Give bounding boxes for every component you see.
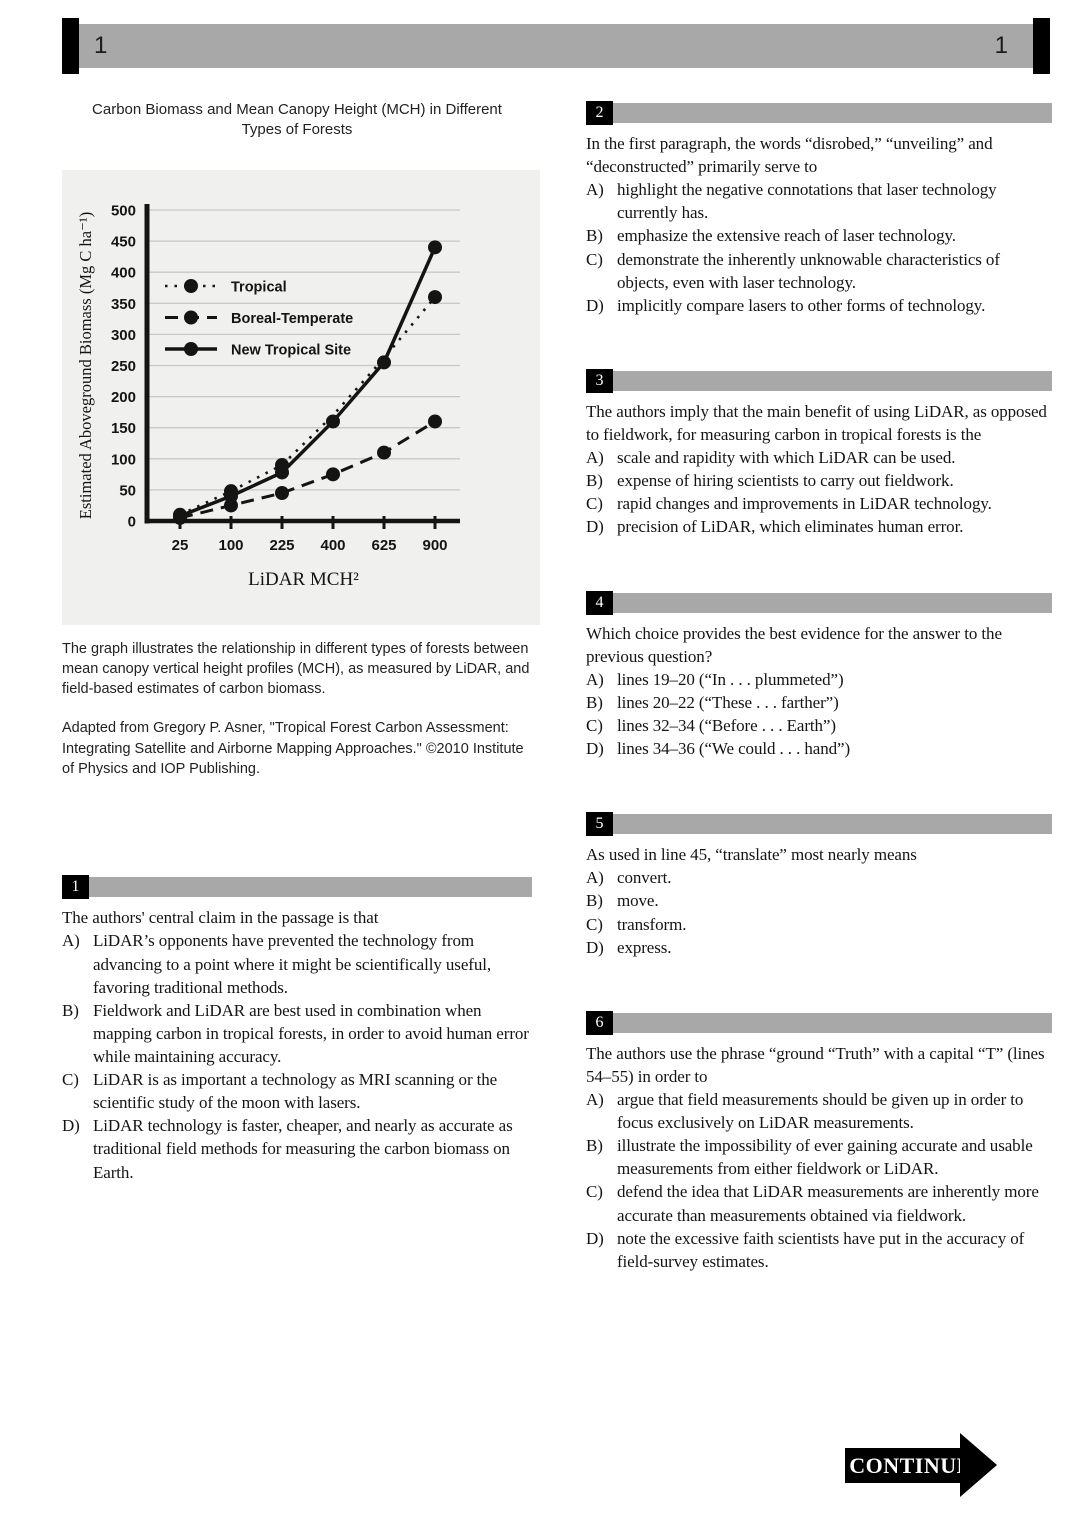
biomass-mch-chart xyxy=(62,170,540,625)
question-stem: In the first paragraph, the words “disrobed,” “unveiling” and “deconstructed” primarily serve to xyxy=(586,134,993,177)
answer-option-a[interactable] xyxy=(586,1088,1052,1134)
option-text: note the excessive faith scientists have put in the accuracy of field-survey estimates. xyxy=(617,1228,1025,1271)
option-letter: D) xyxy=(62,1116,80,1136)
data-point-marker xyxy=(428,290,442,304)
question-number: 4 xyxy=(586,591,613,615)
legend-label: Boreal-Temperate xyxy=(231,310,354,327)
question-number: 5 xyxy=(586,812,613,836)
answer-option-b[interactable] xyxy=(586,224,1052,247)
option-letter: C) xyxy=(586,1182,603,1202)
option-letter: D) xyxy=(586,937,604,957)
x-tick-label: 400 xyxy=(320,536,346,554)
continue-arrow-icon xyxy=(960,1433,997,1497)
page-corner-marker-right xyxy=(1033,18,1050,74)
option-text: precision of LiDAR, which eliminates human error. xyxy=(617,517,964,537)
option-text: highlight the negative connotations that laser technology currently has. xyxy=(617,180,997,223)
answer-option-a[interactable] xyxy=(586,178,1052,224)
section-number-left: 1 xyxy=(94,32,108,59)
y-tick-label: 300 xyxy=(110,326,136,344)
answer-option-b[interactable] xyxy=(586,889,1052,912)
page-header xyxy=(62,24,1050,68)
chart-legend xyxy=(165,279,353,359)
option-letter: A) xyxy=(586,669,604,689)
answer-option-a[interactable] xyxy=(62,929,532,998)
option-text: express. xyxy=(617,937,672,957)
data-point-marker xyxy=(275,486,289,500)
option-letter: B) xyxy=(586,692,603,712)
option-text: lines 20–22 (“These . . . farther”) xyxy=(617,692,839,712)
data-point-marker xyxy=(275,465,289,479)
legend-label: Tropical xyxy=(231,279,287,296)
option-letter: B) xyxy=(62,1000,79,1020)
y-tick-label: 50 xyxy=(119,481,136,499)
x-tick-label: 225 xyxy=(269,536,295,554)
option-letter: A) xyxy=(62,931,80,951)
question-number: 3 xyxy=(586,369,613,393)
option-text: rapid changes and improvements in LiDAR technology. xyxy=(617,494,992,514)
option-text: lines 32–34 (“Before . . . Earth”) xyxy=(617,715,836,735)
option-letter: B) xyxy=(586,226,603,246)
x-tick-label: 900 xyxy=(422,536,448,554)
x-axis-title: LiDAR MCH² xyxy=(248,568,359,590)
x-tick-label: 25 xyxy=(171,536,189,554)
y-tick-label: 250 xyxy=(110,357,136,375)
question-stem: Which choice provides the best evidence for the answer to the previous question? xyxy=(586,623,1002,666)
question-1 xyxy=(62,877,532,1183)
data-point-marker xyxy=(173,509,187,523)
y-tick-label: 500 xyxy=(110,202,136,220)
legend-marker xyxy=(184,342,198,356)
answer-option-d[interactable] xyxy=(586,737,1052,760)
option-text: expense of hiring scientists to carry out fieldwork. xyxy=(617,471,954,491)
answer-option-d[interactable] xyxy=(586,1227,1052,1273)
answer-option-d[interactable] xyxy=(62,1114,532,1183)
y-tick-label: 450 xyxy=(110,233,136,251)
answer-option-d[interactable] xyxy=(586,515,1052,538)
option-letter: C) xyxy=(586,914,603,934)
option-text: demonstrate the inherently unknowable characteristics of objects, even with laser technology. xyxy=(617,249,1000,292)
question-stem: As used in line 45, “translate” most nearly means xyxy=(586,845,917,865)
answer-option-b[interactable] xyxy=(586,469,1052,492)
option-letter: B) xyxy=(586,471,603,491)
option-letter: C) xyxy=(586,494,603,514)
option-text: LiDAR’s opponents have prevented the technology from advancing to a point where it might be scientifically useful, favoring traditional methods. xyxy=(93,931,492,997)
question-stem: The authors imply that the main benefit of using LiDAR, as opposed to fieldwork, for measuring carbon in tropical forests is the xyxy=(586,401,1047,444)
answer-option-a[interactable] xyxy=(586,446,1052,469)
option-letter: B) xyxy=(586,891,603,911)
option-text: implicitly compare lasers to other forms of technology. xyxy=(617,295,986,315)
answer-option-a[interactable] xyxy=(586,866,1052,889)
y-tick-label: 150 xyxy=(110,419,136,437)
answer-option-d[interactable] xyxy=(586,294,1052,317)
answer-option-c[interactable] xyxy=(586,913,1052,936)
option-letter: B) xyxy=(586,1136,603,1156)
question-number: 1 xyxy=(62,875,89,899)
legend-marker xyxy=(184,310,198,324)
figure-source: Adapted from Gregory P. Asner, "Tropical Forest Carbon Assessment: Integrating Satellite and Airborne Mapping Approaches." ©2010 Institute of Physics and IOP Publishing. xyxy=(62,720,524,778)
option-letter: D) xyxy=(586,517,604,537)
right-column xyxy=(586,103,1052,1327)
legend-marker xyxy=(184,279,198,293)
left-column xyxy=(62,100,532,1238)
y-axis-title: Estimated Aboveground Biomass (Mg C ha⁻¹) xyxy=(76,211,95,519)
y-tick-label: 0 xyxy=(127,513,136,531)
series-boreal-temperate xyxy=(173,414,442,524)
series-line xyxy=(180,421,435,517)
option-letter: A) xyxy=(586,1089,604,1109)
continue-label: CONTINUE xyxy=(849,1452,972,1478)
section-number-right: 1 xyxy=(994,32,1008,59)
x-tick-label: 625 xyxy=(371,536,397,554)
question-number-bar xyxy=(586,103,1052,123)
answer-option-c[interactable] xyxy=(62,1068,532,1114)
option-letter: C) xyxy=(586,715,603,735)
option-text: lines 34–36 (“We could . . . hand”) xyxy=(617,739,851,759)
x-tick-label: 100 xyxy=(218,536,244,554)
option-text: argue that field measurements should be given up in order to focus exclusively on LiDAR measurements. xyxy=(617,1089,1024,1133)
data-point-marker xyxy=(428,414,442,428)
page-corner-marker-left xyxy=(62,18,79,74)
answer-option-b[interactable] xyxy=(586,1134,1052,1180)
question-number-bar xyxy=(586,371,1052,391)
question-4 xyxy=(586,593,1052,761)
question-stem: The authors use the phrase “ground “Truth” with a capital “T” (lines 54–55) in order to xyxy=(586,1043,1045,1086)
option-text: transform. xyxy=(617,914,687,934)
answer-option-d[interactable] xyxy=(586,936,1052,959)
option-text: convert. xyxy=(617,868,672,888)
y-tick-label: 100 xyxy=(110,450,136,468)
option-letter: D) xyxy=(586,295,604,315)
continue-button[interactable] xyxy=(845,1448,976,1483)
figure-caption: The graph illustrates the relationship in different types of forests between mean canopy vertical height profiles (MCH), as measured by LiDAR, and field-based estimates of carbon biomass. xyxy=(62,640,530,698)
option-letter: C) xyxy=(586,249,603,269)
question-number-bar xyxy=(586,814,1052,834)
option-letter: A) xyxy=(586,180,604,200)
option-letter: C) xyxy=(62,1070,79,1090)
series-new-tropical-site xyxy=(173,240,442,523)
answer-option-a[interactable] xyxy=(586,668,1052,691)
data-point-marker xyxy=(428,240,442,254)
option-text: move. xyxy=(617,891,659,911)
y-tick-label: 400 xyxy=(110,264,136,282)
option-text: defend the idea that LiDAR measurements are inherently more accurate than measurements obtained via fieldwork. xyxy=(617,1182,1039,1225)
question-5 xyxy=(586,814,1052,959)
question-2 xyxy=(586,103,1052,317)
option-text: LiDAR technology is faster, cheaper, and nearly as accurate as traditional field methods for measuring the carbon biomass on Earth. xyxy=(93,1116,513,1182)
option-letter: A) xyxy=(586,868,604,888)
option-text: scale and rapidity with which LiDAR can be used. xyxy=(617,448,956,468)
option-text: illustrate the impossibility of ever gaining accurate and usable measurements from either fieldwork or LiDAR. xyxy=(617,1136,1033,1179)
question-3 xyxy=(586,371,1052,539)
question-number-bar xyxy=(586,1013,1052,1033)
question-6 xyxy=(586,1013,1052,1273)
series-line xyxy=(180,247,435,516)
question-number-bar xyxy=(586,593,1052,613)
data-point-marker xyxy=(326,414,340,428)
option-text: lines 19–20 (“In . . . plummeted”) xyxy=(617,669,844,689)
question-stem: The authors' central claim in the passage is that xyxy=(62,908,379,928)
option-text: LiDAR is as important a technology as MRI scanning or the scientific study of the moon with lasers. xyxy=(93,1070,498,1113)
figure-title: Carbon Biomass and Mean Canopy Height (MCH) in Different Types of Forests xyxy=(92,101,502,138)
chart-svg xyxy=(62,170,540,625)
option-letter: D) xyxy=(586,739,604,759)
data-point-marker xyxy=(377,445,391,459)
question-number: 2 xyxy=(586,101,613,125)
option-text: Fieldwork and LiDAR are best used in combination when mapping carbon in tropical forests, in order to avoid human error while maintaining accuracy. xyxy=(93,1000,529,1067)
legend-label: New Tropical Site xyxy=(231,342,352,359)
answer-option-c[interactable] xyxy=(586,1180,1052,1226)
answer-option-c[interactable] xyxy=(586,492,1052,515)
question-number: 6 xyxy=(586,1011,613,1035)
option-letter: D) xyxy=(586,1228,604,1248)
option-text: emphasize the extensive reach of laser technology. xyxy=(617,226,956,246)
question-number-bar xyxy=(62,877,532,897)
answer-option-c[interactable] xyxy=(586,248,1052,294)
answer-option-b[interactable] xyxy=(586,691,1052,714)
data-point-marker xyxy=(326,467,340,481)
answer-option-c[interactable] xyxy=(586,714,1052,737)
data-point-marker xyxy=(377,355,391,369)
y-tick-label: 200 xyxy=(110,388,136,406)
option-letter: A) xyxy=(586,448,604,468)
data-point-marker xyxy=(224,489,238,503)
answer-option-b[interactable] xyxy=(62,999,532,1068)
y-tick-label: 350 xyxy=(110,295,136,313)
